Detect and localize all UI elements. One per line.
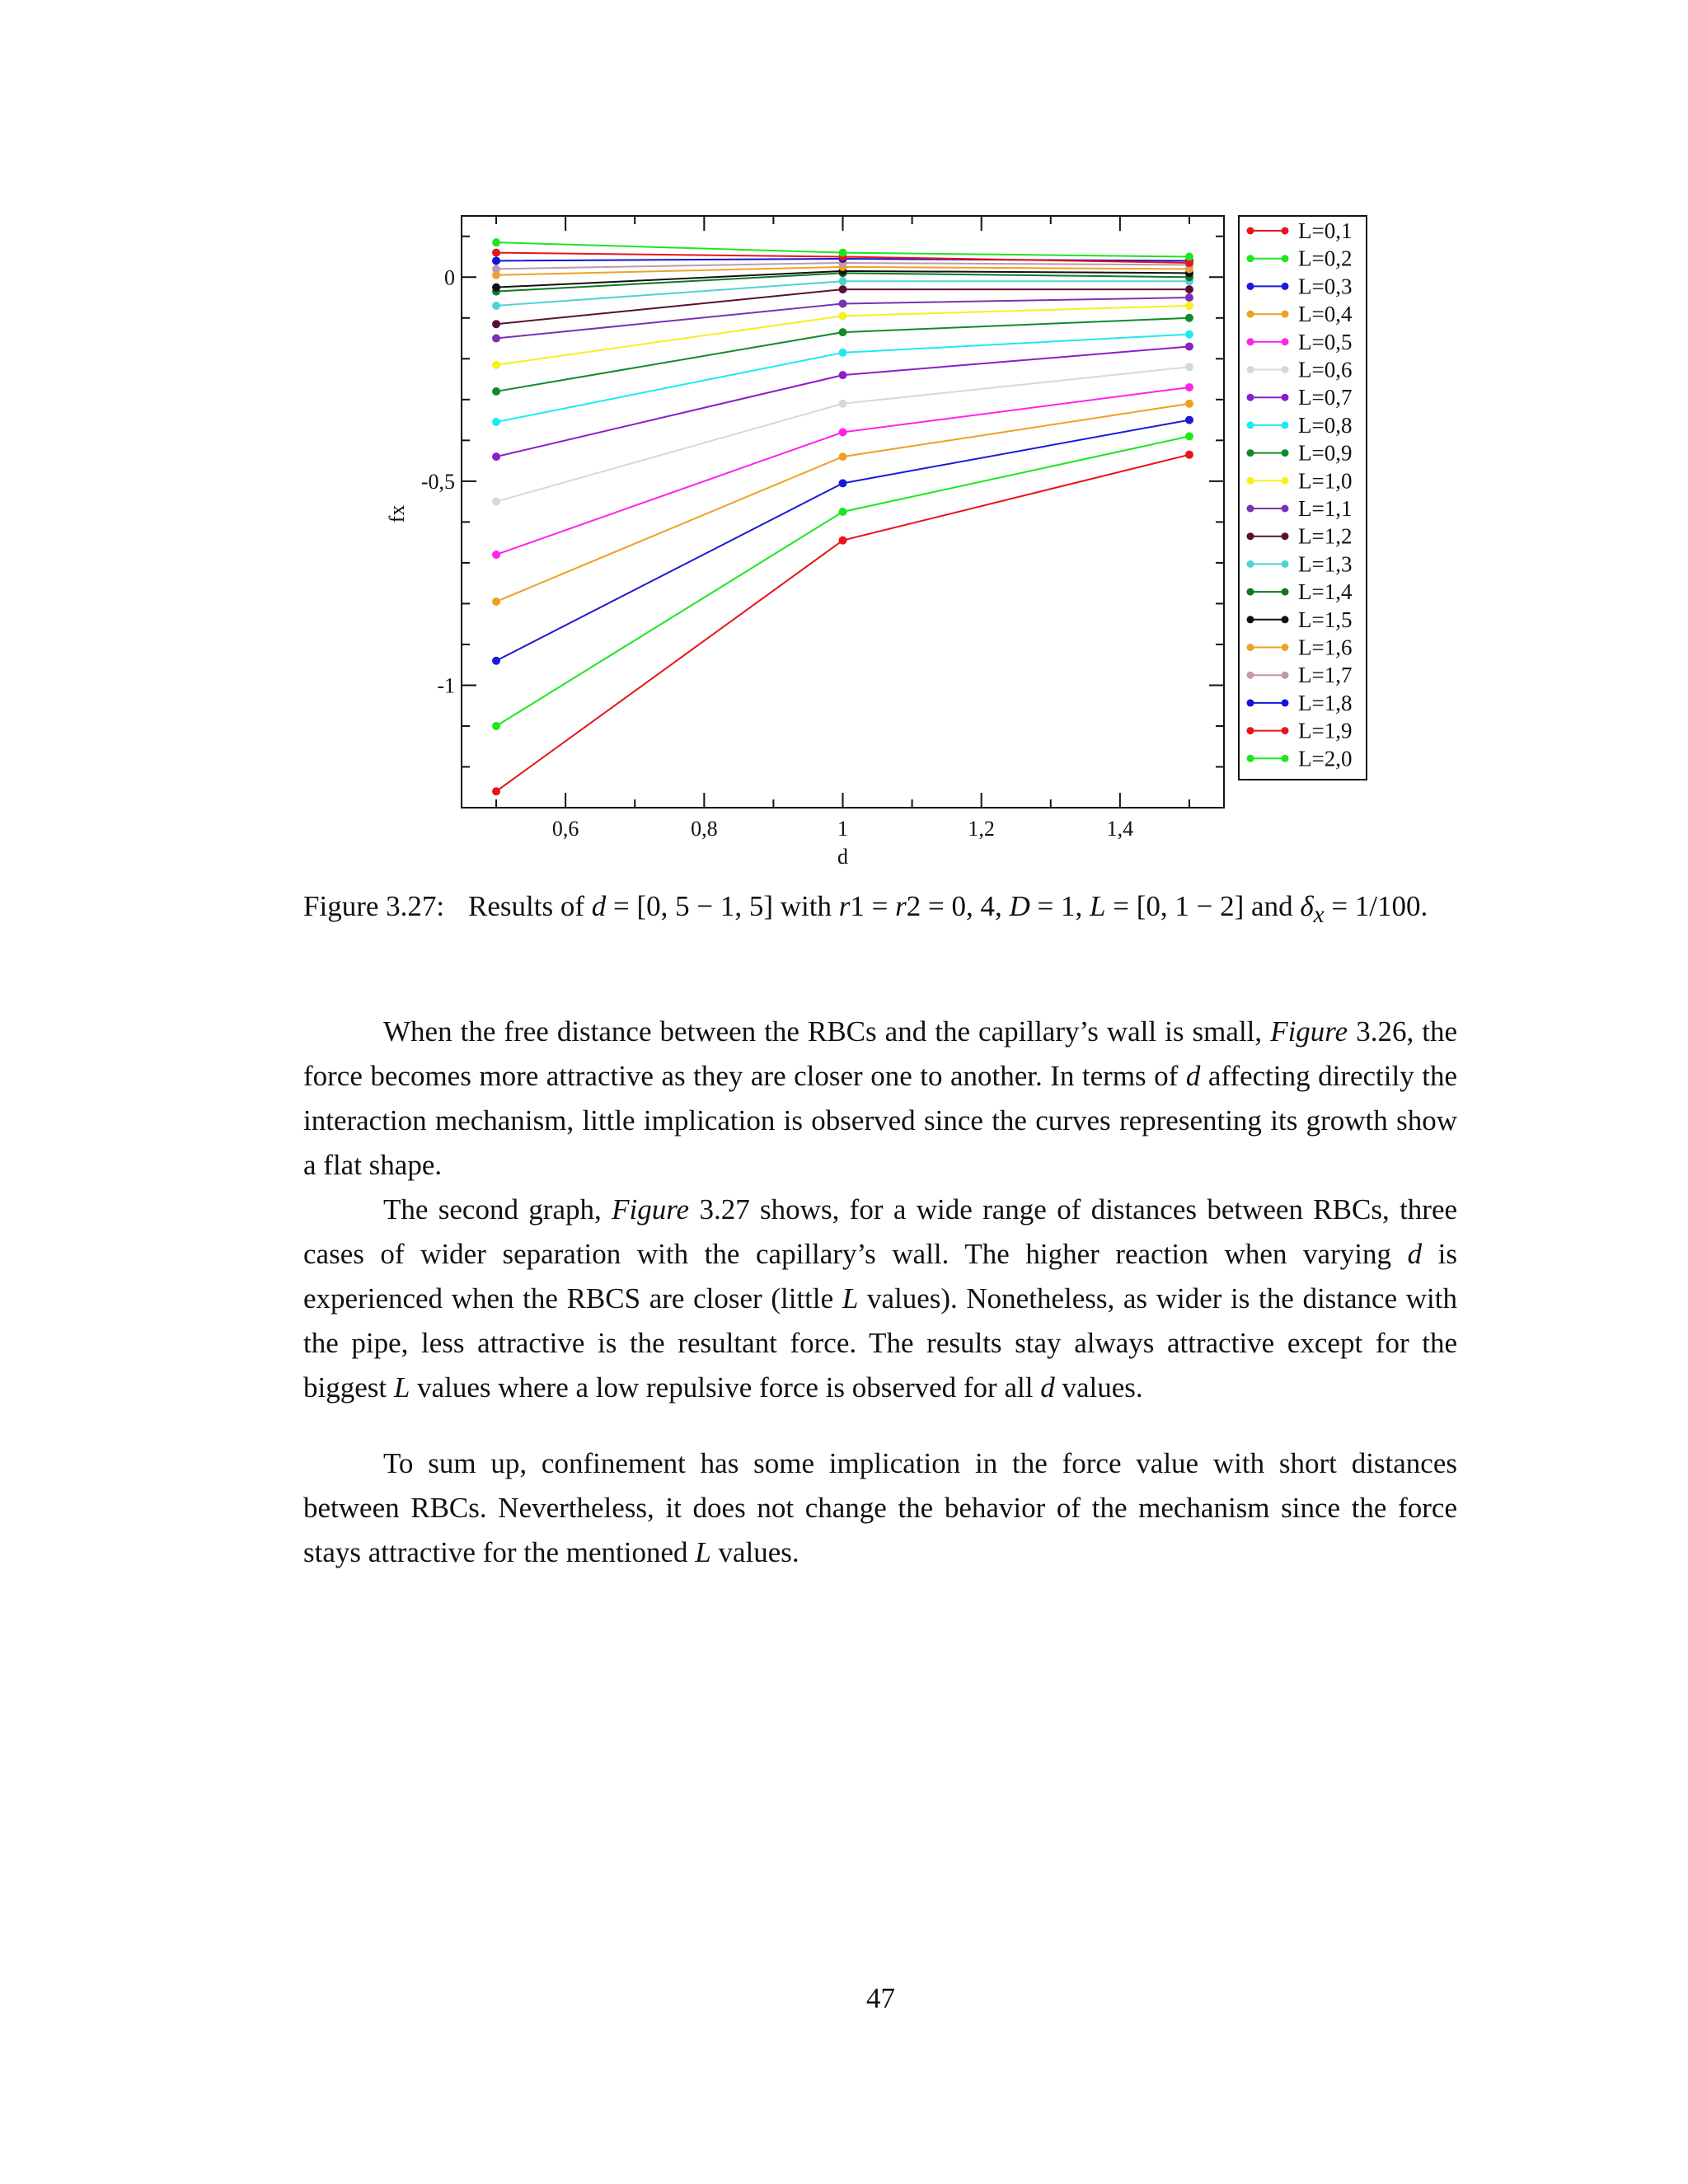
data-point <box>839 277 847 285</box>
data-point <box>492 452 500 461</box>
legend-marker <box>1247 227 1254 235</box>
data-point <box>839 285 847 293</box>
legend-label: L=0,3 <box>1298 274 1353 299</box>
legend-label: L=0,9 <box>1298 440 1353 466</box>
legend-marker <box>1282 532 1289 540</box>
legend-marker <box>1247 588 1254 596</box>
legend-label: L=1,0 <box>1298 468 1353 494</box>
legend-marker <box>1282 699 1289 706</box>
legend-label: L=1,9 <box>1298 718 1353 743</box>
x-axis-label: d <box>837 845 848 869</box>
legend-marker <box>1247 449 1254 457</box>
data-point <box>492 787 500 795</box>
legend-label: L=0,8 <box>1298 412 1353 438</box>
data-point <box>492 722 500 730</box>
legend-marker <box>1247 644 1254 651</box>
legend-marker <box>1282 755 1289 762</box>
data-point <box>492 256 500 265</box>
legend-label: L=1,8 <box>1298 690 1353 715</box>
data-point <box>1185 314 1193 322</box>
figure-caption <box>303 886 1457 935</box>
legend-marker <box>1247 560 1254 568</box>
paragraph-1: When the free distance between the RBCs and the capillary’s wall is small, Figure 3.26, the force becomes more attractive as they are closer one to another. In terms of d affecting directily the interaction mechanism, little implication is observed since the curves representing its growth show a flat shape. <box>303 1015 1458 1181</box>
legend-marker <box>1282 449 1289 457</box>
legend-marker <box>1247 394 1254 401</box>
data-point <box>839 452 847 461</box>
data-point <box>492 361 500 369</box>
data-point <box>839 249 847 257</box>
legend-marker <box>1282 394 1289 401</box>
legend-label: L=1,6 <box>1298 635 1353 660</box>
legend-label: L=2,0 <box>1298 746 1353 771</box>
legend-label: L=0,2 <box>1298 246 1353 271</box>
legend-marker <box>1282 255 1289 262</box>
x-tick-label: 1,2 <box>968 817 995 841</box>
legend-marker <box>1247 366 1254 373</box>
series-L=0,1 <box>492 451 1193 796</box>
legend-label: L=0,1 <box>1298 218 1353 243</box>
x-tick-label: 0,6 <box>551 817 579 841</box>
legend-label: L=1,3 <box>1298 551 1353 577</box>
data-point <box>839 479 847 487</box>
data-point <box>1185 330 1193 339</box>
data-point <box>839 400 847 408</box>
data-point <box>1185 451 1193 459</box>
legend-marker <box>1247 421 1254 429</box>
series-L=0,2 <box>492 432 1193 730</box>
legend-marker <box>1247 505 1254 513</box>
data-point <box>839 328 847 336</box>
data-point <box>492 284 500 292</box>
y-tick-label: -1 <box>437 673 455 698</box>
x-tick-label: 1,4 <box>1106 817 1134 841</box>
legend-marker <box>1282 311 1289 318</box>
data-point <box>839 371 847 379</box>
data-point <box>492 598 500 606</box>
y-tick-label: -0,5 <box>420 469 455 494</box>
legend-label: L=0,5 <box>1298 329 1353 354</box>
data-point <box>492 418 500 426</box>
data-point <box>1185 416 1193 424</box>
legend-label: L=0,6 <box>1298 357 1353 382</box>
data-point <box>492 387 500 396</box>
data-point <box>1185 363 1193 371</box>
legend-marker <box>1282 644 1289 651</box>
line-chart <box>379 210 1376 878</box>
series-line <box>496 455 1189 792</box>
data-point <box>1185 302 1193 310</box>
legend-marker <box>1247 755 1254 762</box>
x-tick-label: 1 <box>837 817 848 841</box>
series-L=0,5 <box>492 383 1193 559</box>
data-point <box>839 428 847 436</box>
x-tick-label: 0,8 <box>691 817 718 841</box>
data-point <box>492 498 500 506</box>
legend-marker <box>1282 727 1289 734</box>
legend-label: L=1,1 <box>1298 496 1353 521</box>
legend-marker <box>1247 477 1254 485</box>
legend-label: L=1,5 <box>1298 607 1353 632</box>
data-point <box>492 265 500 273</box>
legend-marker <box>1247 699 1254 706</box>
legend-marker <box>1247 283 1254 290</box>
legend-marker <box>1282 672 1289 679</box>
caption-label: Figure 3.27: <box>303 890 445 922</box>
legend-marker <box>1282 505 1289 513</box>
legend-marker <box>1247 255 1254 262</box>
legend-label: L=1,2 <box>1298 523 1353 549</box>
data-point <box>1185 253 1193 261</box>
data-point <box>492 657 500 665</box>
legend-label: L=1,7 <box>1298 663 1353 688</box>
legend-marker <box>1282 227 1289 235</box>
data-point <box>492 302 500 310</box>
legend-marker <box>1282 588 1289 596</box>
legend-label: L=0,7 <box>1298 385 1353 410</box>
data-point <box>1185 400 1193 408</box>
legend-marker <box>1247 727 1254 734</box>
data-point <box>492 320 500 328</box>
legend-marker <box>1247 616 1254 623</box>
legend-marker <box>1282 421 1289 429</box>
figure-3-27 <box>379 210 1376 878</box>
data-point <box>492 335 500 343</box>
body-text <box>303 1010 1457 1575</box>
page-number: 47 <box>866 1982 895 2014</box>
data-point <box>1185 432 1193 440</box>
data-point <box>1185 342 1193 350</box>
data-point <box>839 299 847 307</box>
legend-label: L=0,4 <box>1298 302 1353 327</box>
data-point <box>1185 383 1193 391</box>
data-point <box>1185 293 1193 302</box>
data-point <box>839 508 847 516</box>
y-axis-label: fx <box>385 504 409 523</box>
legend-marker <box>1247 672 1254 679</box>
legend-label: L=1,4 <box>1298 579 1353 605</box>
data-point <box>492 551 500 559</box>
legend-marker <box>1282 477 1289 485</box>
data-point <box>1185 285 1193 293</box>
paragraph-3: To sum up, confinement has some implication in the force value with short distances between RBCs. Nevertheless, it does not change the behavior of the mechanism since the force stays attractive for the mentioned L values. <box>303 1447 1457 1568</box>
legend-marker <box>1247 311 1254 318</box>
legend-marker <box>1282 283 1289 290</box>
paragraph-2: The second graph, Figure 3.27 shows, for a wide range of distances between RBCs, three cases of wider separation with the capillary’s wall. The higher reaction when varying d is experienced when the RBCS are closer (little L values). Nonetheless, as wider is the distance with the pipe, less attractive is the resultant force. The results stay always attractive except for the biggest L values where a low repulsive force is observed for all d values. <box>303 1193 1458 1404</box>
legend-marker <box>1247 338 1254 345</box>
data-point <box>839 312 847 320</box>
legend-marker <box>1282 366 1289 373</box>
y-tick-label: 0 <box>444 265 455 290</box>
legend-marker <box>1247 532 1254 540</box>
legend-marker <box>1282 338 1289 345</box>
data-point <box>492 249 500 257</box>
data-point <box>839 537 847 545</box>
legend-marker <box>1282 616 1289 623</box>
series-line <box>496 387 1189 555</box>
legend-marker <box>1282 560 1289 568</box>
data-point <box>839 349 847 357</box>
caption-text: Results of d = [0, 5 − 1, 5] with r1 = r2 = 0, 4, D = 1, L = [0, 1 − 2] and $\delta_x = 1/100$. <box>468 890 1428 928</box>
data-point <box>492 238 500 246</box>
